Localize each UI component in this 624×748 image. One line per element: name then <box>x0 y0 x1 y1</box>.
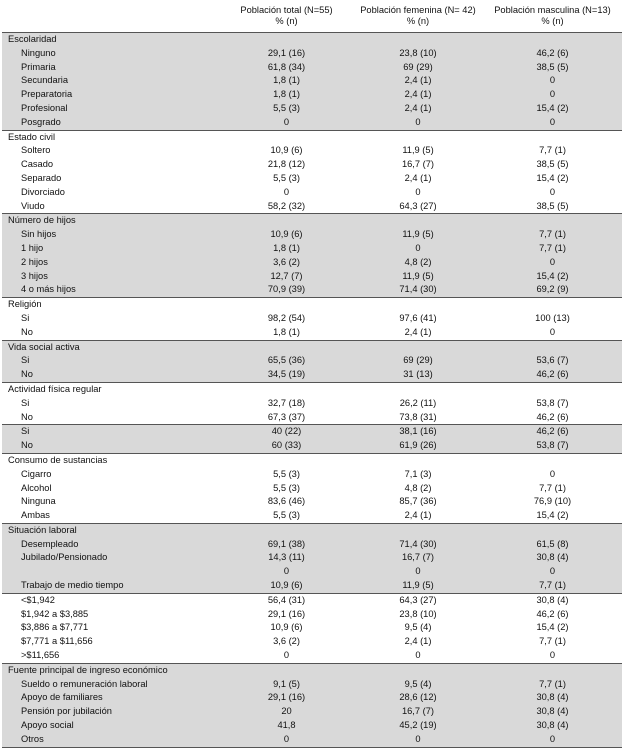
cell-female: 64,3 (27) <box>399 200 437 211</box>
cell-female: 38,1 (16) <box>353 425 483 439</box>
cell-male: 30,8 (4) <box>483 593 622 607</box>
cell-male: 100 (13) <box>535 312 570 323</box>
cell-total: 10,9 (6) <box>270 622 303 633</box>
cell-male: 0 <box>549 326 556 337</box>
cell-male: 38,5 (5) <box>536 159 569 170</box>
cell-male: 69,2 (9) <box>483 283 622 297</box>
table-row <box>2 88 622 102</box>
row-label: <$1,942 <box>2 593 220 607</box>
cell-total: 83,6 (46) <box>267 496 306 507</box>
cell-female <box>353 214 483 228</box>
cell-male: 15,4 (2) <box>536 510 569 521</box>
table-row <box>2 551 622 565</box>
row-label: No <box>2 439 220 453</box>
cell-female <box>353 130 483 144</box>
cell-male <box>483 523 622 537</box>
table-section-row <box>2 130 622 144</box>
cell-total: 21,8 (12) <box>267 159 306 170</box>
cell-female: 2,4 (1) <box>404 636 432 647</box>
cell-female: 7,1 (3) <box>404 468 432 479</box>
cell-total: 1,8 (1) <box>273 326 300 337</box>
table-row <box>2 621 622 635</box>
cell-total: 20 <box>220 705 353 719</box>
row-label: Número de hijos <box>2 214 220 228</box>
row-label: Estado civil <box>2 130 220 144</box>
cell-male <box>483 33 622 47</box>
cell-male: 53,8 (7) <box>483 439 622 453</box>
cell-total <box>220 382 353 396</box>
header-total <box>220 1 353 33</box>
cell-female: 71,4 (30) <box>353 538 483 552</box>
row-label: Preparatoria <box>2 88 220 102</box>
cell-total: 10,9 (6) <box>270 145 303 156</box>
cell-female: 26,2 (11) <box>399 397 437 408</box>
cell-male: 46,2 (6) <box>483 425 622 439</box>
cell-male: 46,2 (6) <box>536 608 569 619</box>
cell-male <box>483 382 622 396</box>
row-label: No <box>21 411 33 422</box>
cell-female: 16,7 (7) <box>353 705 483 719</box>
cell-female <box>353 298 483 312</box>
row-label: Apoyo social <box>2 719 220 733</box>
table-row <box>2 116 622 130</box>
cell-female: 11,9 (5) <box>353 579 483 593</box>
cell-female <box>353 382 483 396</box>
cell-total: 1,8 (1) <box>220 88 353 102</box>
cell-female: 9,5 (4) <box>353 678 483 692</box>
cell-female: 73,8 (31) <box>399 411 437 422</box>
cell-total: 9,1 (5) <box>220 678 353 692</box>
row-label: Desempleado <box>2 538 220 552</box>
cell-male: 46,2 (6) <box>483 47 622 61</box>
cell-female: 2,4 (1) <box>353 102 483 116</box>
cell-total: 14,3 (11) <box>220 551 353 565</box>
header-total-title: Población total (N=55) <box>240 5 333 15</box>
cell-total: 34,5 (19) <box>220 368 353 382</box>
row-label: Primaria <box>2 61 220 75</box>
table-row <box>2 200 622 214</box>
cell-total: 29,1 (16) <box>220 47 353 61</box>
cell-total: 29,1 (16) <box>220 691 353 705</box>
row-label: $3,886 a $7,771 <box>21 622 89 633</box>
cell-total: 58,2 (32) <box>267 200 306 211</box>
row-label: Ninguno <box>2 47 220 61</box>
table-row <box>2 368 622 382</box>
cell-male: 38,5 (5) <box>483 61 622 75</box>
table-section-row <box>2 453 622 467</box>
cell-male <box>483 298 622 312</box>
cell-male: 0 <box>483 88 622 102</box>
row-label: 3 hijos <box>2 270 220 284</box>
cell-total: 3,6 (2) <box>273 636 300 647</box>
cell-total: 70,9 (39) <box>220 283 353 297</box>
cell-total: 1,8 (1) <box>220 74 353 88</box>
cell-total: 61,8 (34) <box>220 61 353 75</box>
cell-male: 53,8 (7) <box>536 397 569 408</box>
table-row <box>2 468 622 482</box>
cell-female: 85,7 (36) <box>399 496 437 507</box>
cell-female <box>353 33 483 47</box>
demographics-table <box>2 1 622 748</box>
table-section-row <box>2 340 622 354</box>
cell-female: 61,9 (26) <box>353 439 483 453</box>
table-row <box>2 411 622 425</box>
row-label: Si <box>2 354 220 368</box>
row-label: Ninguna <box>21 496 56 507</box>
cell-female: 71,4 (30) <box>353 283 483 297</box>
table-row <box>2 102 622 116</box>
table-row <box>2 538 622 552</box>
row-label <box>2 565 220 579</box>
row-label: Si <box>21 397 30 408</box>
cell-male: 7,7 (1) <box>539 145 566 156</box>
row-label: Soltero <box>21 145 51 156</box>
row-label: Posgrado <box>2 116 220 130</box>
cell-total: 32,7 (18) <box>267 397 306 408</box>
table-row <box>2 186 622 200</box>
row-label: Escolaridad <box>2 33 220 47</box>
cell-male: 38,5 (5) <box>536 200 569 211</box>
table-body <box>2 33 622 748</box>
cell-female: 11,9 (5) <box>353 228 483 242</box>
cell-total <box>220 33 353 47</box>
header-male <box>483 1 622 33</box>
row-label: Si <box>2 425 220 439</box>
table-row <box>2 256 622 270</box>
table-row <box>2 509 622 523</box>
cell-male: 7,7 (1) <box>483 678 622 692</box>
cell-male: 15,4 (2) <box>536 172 569 183</box>
cell-female <box>353 523 483 537</box>
table-row <box>2 354 622 368</box>
table-row <box>2 61 622 75</box>
cell-female: 64,3 (27) <box>353 593 483 607</box>
cell-total: 5,5 (3) <box>273 468 300 479</box>
cell-female <box>353 663 483 677</box>
row-label: Pensión por jubilación <box>2 705 220 719</box>
table-row <box>2 144 622 158</box>
row-label: Religión <box>2 298 220 312</box>
cell-female: 69 (29) <box>353 354 483 368</box>
row-label: Secundaria <box>2 74 220 88</box>
table-row <box>2 733 622 747</box>
cell-female: 4,8 (2) <box>353 256 483 270</box>
cell-male: 0 <box>483 733 622 747</box>
cell-male <box>483 214 622 228</box>
table-row <box>2 326 622 340</box>
cell-female: 0 <box>353 565 483 579</box>
cell-female: 28,6 (12) <box>353 691 483 705</box>
cell-female: 45,2 (19) <box>353 719 483 733</box>
cell-male <box>483 453 622 467</box>
cell-male <box>483 130 622 144</box>
cell-male: 7,7 (1) <box>539 482 566 493</box>
cell-male: 7,7 (1) <box>483 579 622 593</box>
cell-total: 0 <box>283 186 290 197</box>
row-label: $1,942 a $3,885 <box>21 608 89 619</box>
header-male-unit: % (n) <box>541 16 564 26</box>
cell-total: 3,6 (2) <box>220 256 353 270</box>
cell-male: 30,8 (4) <box>483 551 622 565</box>
table-row <box>2 270 622 284</box>
row-label: No <box>21 326 33 337</box>
cell-total <box>220 663 353 677</box>
row-label: 4 o más hijos <box>2 283 220 297</box>
cell-male: 15,4 (2) <box>483 102 622 116</box>
cell-male: 7,7 (1) <box>483 242 622 256</box>
cell-female: 16,7 (7) <box>353 551 483 565</box>
table-row <box>2 495 622 509</box>
row-label: Actividad física regular <box>2 382 220 396</box>
cell-female: 2,4 (1) <box>404 510 432 521</box>
table-section-row <box>2 298 622 312</box>
table-row <box>2 482 622 496</box>
header-variable <box>2 1 220 33</box>
header-male-title: Población masculina (N=13) <box>494 5 611 15</box>
cell-male: 15,4 (2) <box>536 622 569 633</box>
cell-total: 40 (22) <box>220 425 353 439</box>
cell-female: 69 (29) <box>353 61 483 75</box>
cell-total: 60 (33) <box>220 439 353 453</box>
table-section-row <box>2 382 622 396</box>
table-row <box>2 579 622 593</box>
row-label: Separado <box>21 172 62 183</box>
cell-female <box>353 453 483 467</box>
cell-female: 23,8 (10) <box>399 608 437 619</box>
cell-total <box>220 298 353 312</box>
row-label: >$11,656 <box>21 650 60 661</box>
table-row <box>2 228 622 242</box>
cell-total: 5,5 (3) <box>273 510 300 521</box>
header-female-unit: % (n) <box>406 16 430 26</box>
table-row <box>2 608 622 622</box>
cell-female: 31 (13) <box>353 368 483 382</box>
cell-total: 56,4 (31) <box>220 593 353 607</box>
cell-total: 67,3 (37) <box>267 411 306 422</box>
cell-male: 0 <box>483 74 622 88</box>
cell-total <box>220 453 353 467</box>
cell-total: 65,5 (36) <box>220 354 353 368</box>
cell-male: 0 <box>549 468 556 479</box>
cell-total: 12,7 (7) <box>220 270 353 284</box>
table-section-row <box>2 33 622 47</box>
row-label: Casado <box>21 159 54 170</box>
row-label: Profesional <box>2 102 220 116</box>
row-label: Ambas <box>21 510 50 521</box>
row-label: Si <box>21 312 30 323</box>
table-row <box>2 678 622 692</box>
row-label: Otros <box>2 733 220 747</box>
cell-total: 41,8 <box>220 719 353 733</box>
row-label: $7,771 a $11,656 <box>21 636 93 647</box>
row-label: Fuente principal de ingreso económico <box>2 663 220 677</box>
table-section-row <box>2 663 622 677</box>
cell-total: 5,5 (3) <box>273 172 300 183</box>
row-label: Sin hijos <box>2 228 220 242</box>
cell-female: 23,8 (10) <box>353 47 483 61</box>
table-row <box>2 439 622 453</box>
cell-male: 61,5 (8) <box>483 538 622 552</box>
cell-male: 0 <box>549 650 556 661</box>
table-row <box>2 172 622 186</box>
cell-female <box>353 340 483 354</box>
table-row <box>2 565 622 579</box>
cell-male: 0 <box>549 186 556 197</box>
cell-total: 0 <box>220 565 353 579</box>
cell-female: 97,6 (41) <box>399 312 437 323</box>
row-label: Apoyo de familiares <box>2 691 220 705</box>
table-section-row <box>2 214 622 228</box>
row-label: Situación laboral <box>2 523 220 537</box>
row-label: Viudo <box>21 200 45 211</box>
row-label: Trabajo de medio tiempo <box>2 579 220 593</box>
table-row <box>2 312 622 326</box>
cell-male <box>483 340 622 354</box>
cell-total: 0 <box>220 733 353 747</box>
cell-total: 29,1 (16) <box>267 608 306 619</box>
cell-total <box>220 523 353 537</box>
row-label: Cigarro <box>21 468 52 479</box>
cell-total: 0 <box>283 650 290 661</box>
cell-male: 46,2 (6) <box>483 368 622 382</box>
cell-total: 98,2 (54) <box>267 312 306 323</box>
cell-male: 30,8 (4) <box>483 691 622 705</box>
cell-male: 0 <box>483 565 622 579</box>
cell-total: 5,5 (3) <box>273 482 300 493</box>
cell-female: 0 <box>415 186 421 197</box>
cell-total: 5,5 (3) <box>220 102 353 116</box>
cell-male: 15,4 (2) <box>483 270 622 284</box>
table-section-row <box>2 523 622 537</box>
cell-male: 0 <box>483 116 622 130</box>
table-row <box>2 635 622 649</box>
cell-male: 7,7 (1) <box>483 228 622 242</box>
cell-total: 1,8 (1) <box>220 242 353 256</box>
cell-male <box>483 663 622 677</box>
cell-female: 0 <box>353 733 483 747</box>
table-row <box>2 705 622 719</box>
row-label: 1 hijo <box>2 242 220 256</box>
cell-female: 16,7 (7) <box>401 159 435 170</box>
table-row <box>2 158 622 172</box>
cell-total: 10,9 (6) <box>220 228 353 242</box>
cell-female: 2,4 (1) <box>404 172 432 183</box>
row-label: Divorciado <box>21 186 65 197</box>
cell-male: 7,7 (1) <box>539 636 566 647</box>
cell-total: 69,1 (38) <box>220 538 353 552</box>
table-row <box>2 425 622 439</box>
cell-total <box>220 340 353 354</box>
table-row <box>2 74 622 88</box>
header-female-title: Población femenina (N= 42) <box>360 5 476 15</box>
cell-female: 0 <box>415 650 421 661</box>
cell-female: 2,4 (1) <box>404 326 432 337</box>
header-total-unit: % (n) <box>275 16 298 26</box>
cell-female: 2,4 (1) <box>353 88 483 102</box>
cell-total: 10,9 (6) <box>220 579 353 593</box>
row-label: Alcohol <box>21 482 52 493</box>
table-row <box>2 397 622 411</box>
cell-male: 0 <box>483 256 622 270</box>
table-row <box>2 283 622 297</box>
cell-total <box>220 214 353 228</box>
table-row <box>2 649 622 663</box>
cell-male: 53,6 (7) <box>483 354 622 368</box>
row-label: Jubilado/Pensionado <box>2 551 220 565</box>
table-header <box>2 1 622 33</box>
cell-male: 46,2 (6) <box>536 411 569 422</box>
row-label: Vida social activa <box>2 340 220 354</box>
cell-female: 9,5 (4) <box>404 622 432 633</box>
cell-female: 0 <box>353 242 483 256</box>
header-female <box>353 1 483 33</box>
cell-female: 2,4 (1) <box>353 74 483 88</box>
cell-male: 30,8 (4) <box>483 719 622 733</box>
cell-female: 4,8 (2) <box>404 482 432 493</box>
cell-male: 30,8 (4) <box>483 705 622 719</box>
row-label: 2 hijos <box>2 256 220 270</box>
row-label: No <box>2 368 220 382</box>
table-row <box>2 242 622 256</box>
row-label: Sueldo o remuneración laboral <box>2 678 220 692</box>
cell-female: 11,9 (5) <box>353 270 483 284</box>
cell-total: 0 <box>220 116 353 130</box>
cell-total <box>220 130 353 144</box>
cell-female: 0 <box>353 116 483 130</box>
row-label: Consumo de sustancias <box>2 453 220 467</box>
table-row <box>2 47 622 61</box>
cell-male: 76,9 (10) <box>533 496 572 507</box>
table-row <box>2 593 622 607</box>
table-row <box>2 719 622 733</box>
cell-female: 11,9 (5) <box>402 145 434 156</box>
table-row <box>2 691 622 705</box>
